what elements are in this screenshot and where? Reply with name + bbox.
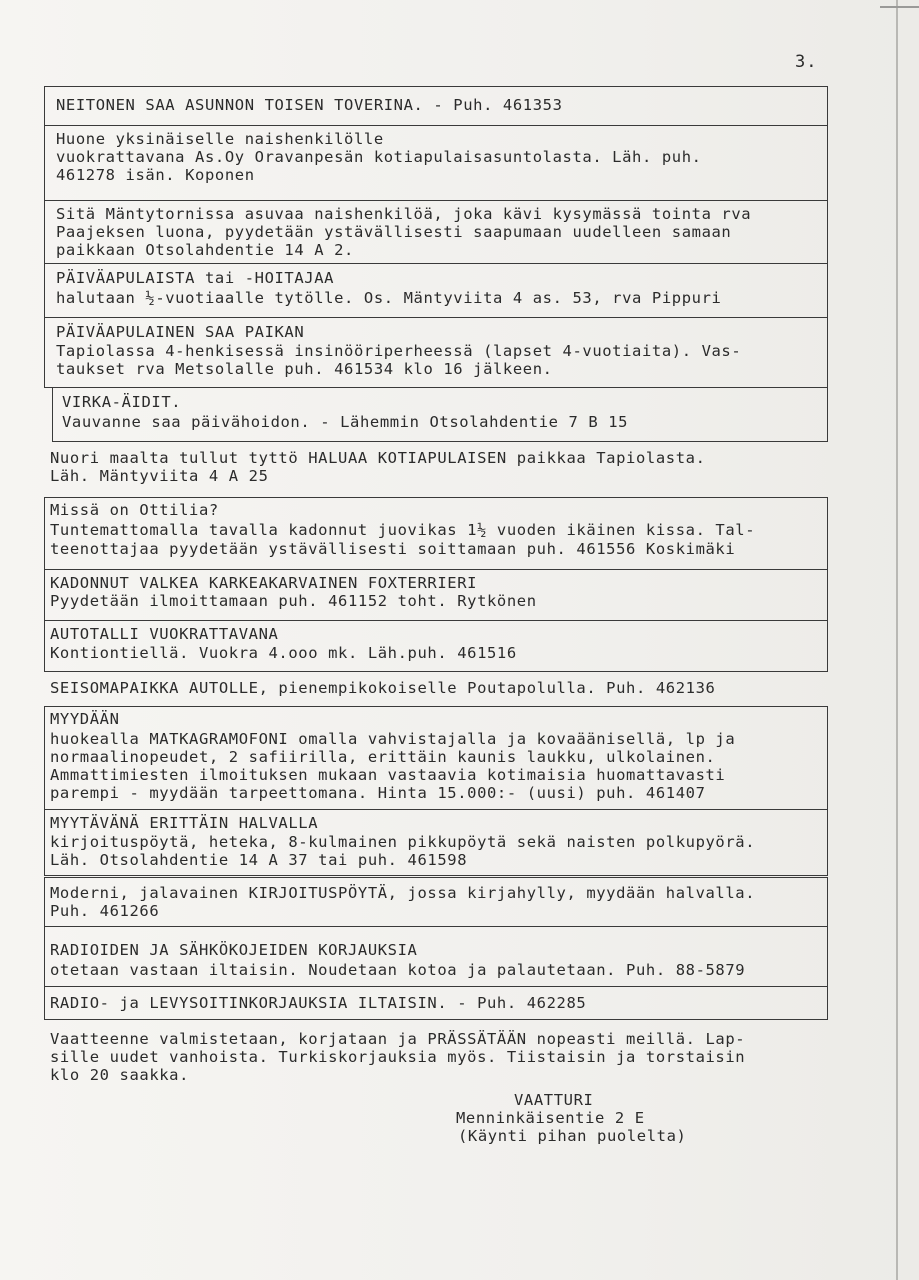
ad-2-line-1: Huone yksinäiselle naishenkilölle (56, 130, 384, 148)
ad-5-line-1: PÄIVÄAPULAINEN SAA PAIKAN (56, 323, 305, 341)
ad-14-line-1: Moderni, jalavainen KIRJOITUSPÖYTÄ, jossa kirjahylly, myydään halvalla. (50, 884, 756, 902)
ad-12-line-4: Ammattimiesten ilmoituksen mukaan vastaavia kotimaisia huomattavasti (50, 766, 726, 784)
ad-16-line-1: RADIO- ja LEVYSOITINKORJAUKSIA ILTAISIN. - Puh. 462285 (50, 994, 587, 1012)
ad-3-line-3: paikkaan Otsolahdentie 14 A 2. (56, 241, 354, 259)
ad-1-line-1: NEITONEN SAA ASUNNON TOISEN TOVERINA. - Puh. 461353 (56, 96, 563, 114)
ad-4-line-1: PÄIVÄAPULAISTA tai -HOITAJAA (56, 269, 335, 287)
ad-4-line-2: halutaan ½-vuotiaalle tytölle. Os. Mäntyviita 4 as. 53, rva Pippuri (56, 289, 722, 307)
signature-line-3: (Käynti pihan puolelta) (458, 1127, 687, 1145)
ad-6-line-1: VIRKA-ÄIDIT. (62, 393, 182, 411)
ad-3-line-1: Sitä Mäntytornissa asuvaa naishenkilöä, joka kävi kysymässä tointa rva (56, 205, 752, 223)
ad-12-line-3: normaalinopeudet, 2 safiirilla, erittäin kaunis laukku, ulkolainen. (50, 748, 716, 766)
ad-2-line-3: 461278 isän. Koponen (56, 166, 255, 184)
ad-3-line-2: Paajeksen luona, pyydetään ystävällisesti saapumaan uudelleen samaan (56, 223, 732, 241)
ad-12-line-5: parempi - myydään tarpeettomana. Hinta 15.000:- (uusi) puh. 461407 (50, 784, 706, 802)
ad-17-line-3: klo 20 saakka. (50, 1066, 190, 1084)
ad-11-line-1: SEISOMAPAIKKA AUTOLLE, pienempikokoiselle Poutapolulla. Puh. 462136 (50, 679, 716, 697)
signature-line-2: Menninkäisentie 2 E (456, 1109, 645, 1127)
ad-12-line-1: MYYDÄÄN (50, 710, 120, 728)
ad-7-line-1: Nuori maalta tullut tyttö HALUAA KOTIAPULAISEN paikkaa Tapiolasta. (50, 449, 706, 467)
ad-17-line-2: sille uudet vanhoista. Turkiskorjauksia myös. Tiistaisin ja torstaisin (50, 1048, 746, 1066)
page-edge-line (896, 0, 898, 1280)
ad-13-line-1: MYYTÄVÄNÄ ERITTÄIN HALVALLA (50, 814, 319, 832)
ad-6-line-2: Vauvanne saa päivähoidon. - Lähemmin Otsolahdentie 7 B 15 (62, 413, 629, 431)
ad-9-line-1: KADONNUT VALKEA KARKEAKARVAINEN FOXTERRIERI (50, 574, 478, 592)
ad-8-line-1: Missä on Ottilia? (50, 501, 219, 519)
ad-13-line-3: Läh. Otsolahdentie 14 A 37 tai puh. 461598 (50, 851, 468, 869)
ad-17-line-1: Vaatteenne valmistetaan, korjataan ja PRÄSSÄTÄÄN nopeasti meillä. Lap- (50, 1030, 746, 1048)
ad-12-line-2: huokealla MATKAGRAMOFONI omalla vahvistajalla ja kovaäänisellä, lp ja (50, 730, 736, 748)
ad-10-line-1: AUTOTALLI VUOKRATTAVANA (50, 625, 279, 643)
signature-line-1: VAATTURI (514, 1091, 594, 1109)
ad-5-line-2: Tapiolassa 4-henkisessä insinööriperheessä (lapset 4-vuotiaita). Vas- (56, 342, 742, 360)
ad-15-line-2: otetaan vastaan iltaisin. Noudetaan kotoa ja palautetaan. Puh. 88-5879 (50, 961, 746, 979)
ad-10-line-2: Kontiontiellä. Vuokra 4.ooo mk. Läh.puh. 461516 (50, 644, 517, 662)
ad-15-line-1: RADIOIDEN JA SÄHKÖKOJEIDEN KORJAUKSIA (50, 941, 418, 959)
ad-13-line-2: kirjoituspöytä, heteka, 8-kulmainen pikkupöytä sekä naisten polkupyörä. (50, 833, 756, 851)
ad-7-line-2: Läh. Mäntyviita 4 A 25 (50, 467, 269, 485)
ad-14-line-2: Puh. 461266 (50, 902, 160, 920)
ad-8-line-2: Tuntemattomalla tavalla kadonnut juovikas 1½ vuoden ikäinen kissa. Tal- (50, 521, 756, 539)
ad-9-line-2: Pyydetään ilmoittamaan puh. 461152 toht. Rytkönen (50, 592, 537, 610)
page-number: 3. (795, 52, 818, 72)
ad-2-line-2: vuokrattavana As.Oy Oravanpesän kotiapulaisasuntolasta. Läh. puh. (56, 148, 702, 166)
top-edge-mark (880, 6, 919, 8)
ad-5-line-3: taukset rva Metsolalle puh. 461534 klo 16 jälkeen. (56, 360, 553, 378)
ad-8-line-3: teenottajaa pyydetään ystävällisesti soittamaan puh. 461556 Koskimäki (50, 540, 736, 558)
